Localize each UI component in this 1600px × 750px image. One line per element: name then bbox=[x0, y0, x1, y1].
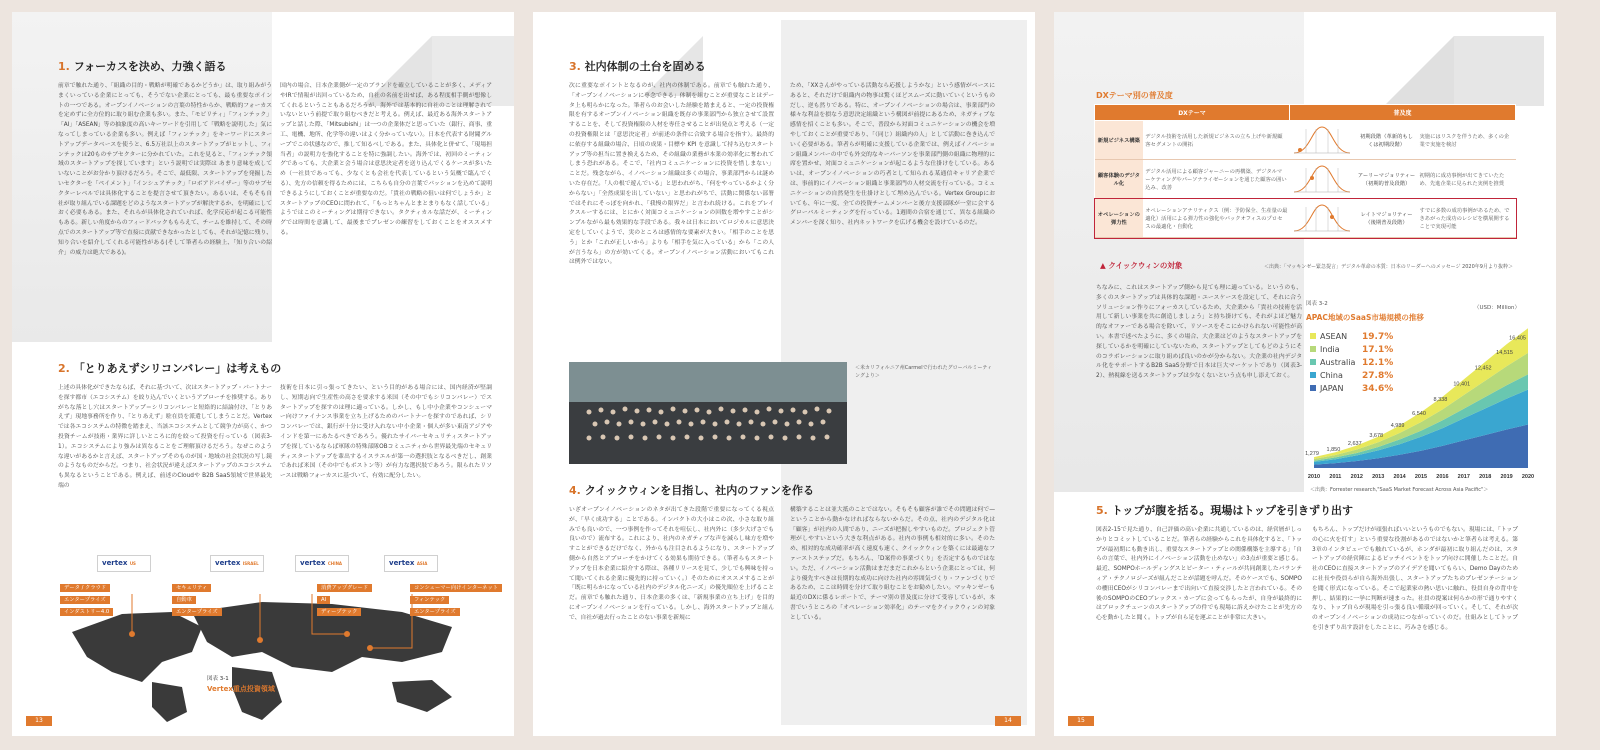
dx-table-title: DXテーマ別の普及度 bbox=[1096, 91, 1173, 100]
figure-label: 図表 3-1 bbox=[207, 676, 229, 682]
decor-triangle bbox=[1384, 36, 1454, 106]
heading-title: トップが腹を括る。現場はトップを引きずり出す bbox=[1111, 504, 1354, 517]
data-label: 6,540 bbox=[1412, 410, 1426, 417]
vertex-logo-asia: vertex ASIA bbox=[384, 555, 438, 572]
legend-share: 17.1% bbox=[1362, 345, 1394, 355]
dx-table bbox=[1094, 104, 1516, 238]
x-tick-label: 2016 bbox=[1436, 474, 1449, 480]
legend-item-japan bbox=[1310, 384, 1393, 397]
group-photo bbox=[569, 362, 847, 464]
x-tick-label: 2013 bbox=[1372, 474, 1385, 480]
body-text: 次に重要なポイントとなるのが、社内の体制である。前章でも触れた通り、「オープンイノベーションに専念できる」体制を組むことが重要なことはデータ上も明らかになった。筆者らのお会いした経験を踏まえると、一定の投資権限を有するオープンイノベーション組織を既存の事業部門から独立させて設置することを、そして投資権限の人材を専任させることが出発点と考える（一定の投資権限とは「意思決定者」が前述の条件に合致する場合を指す）。最終的に依存する組織の場合、日頃の成果・目標や KPI を意識して持ち込むスタートアップ等の担当に置き換えるため、その組織の業務が本業の効率化に奪われてしまう恐れがある。そこで、「社内コミュニケーションに投資を惜しまない」ことだ。残念ながら、イノベーション組織は多くの場合、事業部門からは謎めいた存在だ。「人の根で遊んでいる」と思われがち、「何をやっているかよく分からない」「全然成果を出していない」と思われがちで、活動に関係ない部署ではそれにそっぽを向かれ、「我慢の限界だ」と言われ続ける。これをブレイクスルーするには、とにかく対面コミュニケーションの回数を増やすことがシンプルながら最も効果的な手段である。我々は日本においてロジカルに意思決定をしていくようで、実のところは感情的な要素が大きい。「相手のことを思う」とか「これが正しいから」よりも「相手を気に入っている」から「この人が言うなら」の方が効いてくる。オープンイノベーション活動においてもこれは例外ではない。 bbox=[569, 83, 774, 266]
heading-number: 1. bbox=[58, 60, 70, 73]
x-tick-label: 2015 bbox=[1414, 474, 1428, 480]
dx-stage: レイトマジョリティー（後期普及段階） bbox=[1356, 199, 1418, 238]
x-tick-label: 2020 bbox=[1521, 474, 1535, 480]
heading-title: クイックウィンを目指し、社内のファンを作る bbox=[584, 484, 815, 497]
data-label: 10,401 bbox=[1453, 381, 1471, 388]
photo-caption: ＜米カリフォルニア州Carmelで行われたグローバルミーティングより＞ bbox=[855, 365, 992, 379]
adoption-curve bbox=[1290, 160, 1356, 199]
map-tag: セキュリティ bbox=[172, 584, 211, 592]
heading-title: フォーカスを決め、力強く語る bbox=[73, 60, 227, 73]
body-text: 上述の具体化ができたならば、それに基づいて、次はスタートアップ・パートナーを探す都市（エコシステム）を絞り込んでいくというアプローチを推奨する。ありがちな落とし穴はスタートアップ＝シリコンバレーと短絡的に結論付け、「とりあえず」現地事務所を作り、「とりあえず」駐在員を派遣してしまうことだ。Vertexでは各エコシステムの特徴を踏まえ、当該エコシステムとして競争力が高く、かつ投資チームが技術・業界に詳しいところに的を絞って投資を行っている（図表3-1）。エコシステムにより強みは異なることをご理解頂けるだろう。なぜこのような違いがあるかと言えば、スタートアップそのものが国・地域の社会状況の写し鏡のようなものだからだ。つまり、社会状況が違えばスタートアップのエコシステムも異なるということである。例えば、前述のCloudや B2B SaaS領域で世界最先端の bbox=[58, 385, 272, 489]
data-label: 8,338 bbox=[1433, 397, 1448, 404]
x-tick-label: 2011 bbox=[1329, 474, 1342, 480]
map-tag: 消費アップグレード bbox=[317, 584, 372, 592]
data-label: 4,989 bbox=[1390, 422, 1405, 429]
data-label: 3,678 bbox=[1369, 432, 1384, 439]
dx-stage: アーリーマジョリティー（初期的普及段階） bbox=[1356, 160, 1418, 199]
vertex-logo-china: vertex CHINA bbox=[295, 555, 349, 572]
x-tick-label: 2014 bbox=[1393, 474, 1406, 480]
x-tick-label: 2019 bbox=[1500, 474, 1513, 480]
x-tick-label: 2010 bbox=[1307, 474, 1321, 480]
legend-label: China bbox=[1320, 371, 1343, 380]
dx-col-theme: DXテーマ bbox=[1095, 105, 1290, 121]
adoption-curve bbox=[1290, 199, 1356, 238]
legend-item-india bbox=[1310, 345, 1393, 358]
quickwin-label: ▲ クイックウィンの対象 bbox=[1100, 261, 1183, 270]
legend-label: Australia bbox=[1320, 358, 1356, 367]
dx-source: ＜出典：「マッキンゼー緊急提言」デジタル革命の本質：日本のリーダーへのメッセージ 2020年9月より抜粋＞ bbox=[1264, 264, 1513, 270]
dx-desc: デジタル技術を活用した新規ビジネスの立ち上げや新規顧客セグメントの開拓 bbox=[1143, 121, 1289, 160]
dx-desc: オペレーションアナリティクス（例：予防保全、生産量の最適化）活用による弾力性の強化やバックオフィスのプロセスの最適化・自動化 bbox=[1143, 199, 1289, 238]
page-14 bbox=[533, 12, 1035, 736]
dx-note: 実施にはリスクを伴うため、多くの企業で実施を検討 bbox=[1418, 121, 1516, 160]
chart-unit: （USD：Million） bbox=[1474, 305, 1520, 311]
heading-title: 社内体制の土台を固める bbox=[584, 60, 706, 73]
body-text: 図表2-15で見た通り、自己評価の高い企業に共通しているのは、経営層がしっかりとコミットしていることだ。筆者らの経験からこれを具体化すると、「トップが最初期にも動き出し、重要なスタートアップとの関係構築を主導する」「自らの言葉で、社内外にイノベーション活動を止めない」の3点が重要と感じる。最近、SOMPOホールディングスとピーター・ティールが共同創業したパランティア・テクノロジーズが組んだことが話題を呼んだ。そのケースでも、SOMPOの櫻田CEOがシリコンバレーまで出向いて直接交渉したと言われている。その後のSOMPOのCEOブレックス・カープに会ってもらったが、自身が最終的にはブロックチェーンのスタートアップの件でも現場に訴えかけたことが先方の心を動かしたと聞く。トップが自ら足を運ぶことが非常に大きい。 bbox=[1096, 527, 1302, 622]
legend-label: India bbox=[1320, 345, 1340, 354]
legend-item-australia bbox=[1310, 358, 1393, 371]
map-tag: インダストリー4.0 bbox=[60, 608, 113, 616]
map-tag: フィンテック bbox=[410, 596, 449, 604]
x-tick-label: 2017 bbox=[1457, 474, 1470, 480]
chart-legend bbox=[1310, 332, 1393, 397]
legend-share: 27.8% bbox=[1362, 371, 1394, 381]
page-number: 14 bbox=[995, 716, 1021, 726]
table-row-highlight bbox=[1095, 199, 1516, 238]
heading-title: 「とりあえずシリコンバレー」は考えもの bbox=[73, 362, 282, 375]
heading-number: 5. bbox=[1096, 504, 1108, 517]
legend-label: JAPAN bbox=[1320, 384, 1344, 393]
map-tag: エンタープライズ bbox=[410, 608, 460, 616]
body-text: 国内の場合、日本企業側が一定のブランドを確立していることが多く、メディアやIRで情報が出回っているため、自社の名前を出せば、ある程度相手側が想像してくれるということもあるだろうが、海外では基本的に自社のことは理解されていないという前提で取り組むべきだと考える。例えば、最近ある海外スタートアップと話した際、「Mitsubishi」は一つの企業体だと思っていた（銀行、商事、重工、電機、地所、化学等の違いはよく分かっていない）。日本を代表する財閥グループでこの状態なので、推して知るべしである。また、具体化と併せて、「現場担当者」の説明力を強化することを特に強調したい。海外では、初回のミーティングであっても、大企業と会う場合は意思決定者を送り込んでくるケースが多いため（一社員であっても、少なくとも会社を代表しているという気概で臨んでくる）、先方の信頼を得るためには、こちらも自分の言葉でパッションを込めて説明できるようにしておくことが重要なのだ。「貴社の戦略の狙いは何でしょうか」とスタートアップのCEOに問われて、「もっとちゃんとまとまりもなく話している」ようではこのミーティングは期待できない。タクティカルな話だが、ミーティングでは時間を意識して、最後までプレゼンの練習をしておくことをオススメする。 bbox=[280, 83, 492, 236]
heading-1 bbox=[58, 58, 226, 74]
body-text: もちろん、トップだけが頑張ればいいというものでもない。現場には、「トップの心に火を灯す」という重要な役割があるのではないかと筆者らは考える。第3章のインタビューでも触れているが、ホンダが最初に取り組んだのは、スタートアップの経営陣によるピッチイベントをトップ向けに開催したことだ。自社のCEOに直接スタートアップのアイデアを聞いてもらい、Demo Dayのために社長や役員らが自ら海外出張し、スタートアップたちのプレゼンテーションを聞く形式になっている。そこで起業家の熱い思いに触れ、役員自身の背中を押し、結果的に一挙に判断が速まった。社員の提案は何らかの形で通りやすくなり、トップ自らが現場を引っ張る良い循環が回っていく。そして、それが次のオープンイノベーションの成功につながっていくのだ。仕組みとしてトップを引きずり出す設計をしたことに、巧みさを感じる。 bbox=[1312, 527, 1518, 631]
dx-theme: 新規ビジネス構築 bbox=[1095, 121, 1144, 160]
data-label: 1,279 bbox=[1305, 451, 1319, 458]
data-label: 2,637 bbox=[1347, 440, 1362, 447]
map-tag: ディープテック bbox=[317, 608, 361, 616]
body-text: 構築することは並大抵のことではない。そもそも顧客が誰でその問題は何で—ということから動かなければならないからだ。その点、社内のデジタル化は「顧客」が社内の人間であり、ニーズが把握しやすいものだ。プロジェクト管理がしやすいという大きな利点がある。社内の事例も相対的に多い。そのため、相対的な成功確率が高く速度も速く、クイックウィンを築くには最適なファーストステップだ。もちろん、「D案件の事業づくり」を否定するものではない。ただ、イノベーション活動はまだまだこれからという企業にとっては、何より優先すべきは長期的な成功に向けた社内の雰囲気づくり・ファンづくりであるため、ここは時間を分けて取り組むことをお勧めしたい。マッキンゼーも最近のDXに係るレポートで、テーマ別の普及度に分けて受容しているが、本書でいうところの「オペレーション効率化」のテーマをクイックウィンの対象としている。 bbox=[790, 507, 995, 621]
chart-figure-label: 図表 3-2 bbox=[1306, 301, 1328, 307]
heading-3 bbox=[569, 58, 706, 74]
body-text: ため、「XXさんがやっている活動なら応援しようかな」という感情がベースにあると、それだけで組織内の物事は驚くほどスムーズに動いていくというものだし、逆も然りである。特に、オープンイノベーションの場合は、事業部門の様々な利益を損なう意思決定組織という構図が前提にあるため、ネガティブな感情を招くことも多い。そこで、普段から対面コミュニケーションの機会を増やしておくことが重要であり、「（同じ）組織内の人」として活動に巻き込んでいく必要がある。筆者らが明確に支援している企業では、例えばイノベーション組織メンバーの中でも外交的なキーパーソンを事業部門側の組織に物理的に席を置かせ、対面コミュニケーションが起こるような仕掛けをしている。あるいは、オープンイノベーションの巧者として知られる某通信キャリア企業では、事前的にイノベーション組織と事業部門の人材交流を行っている。コミュニケーションの自然発生を仕掛けとして埋め込んでいる。Vertex Groupにおいても、年に一度、全ての投資チームメンバーと後方支援部隊が一堂に会するグローバルミーティングを行っている。1週間の合宿を通じて、異なる組織のメンバーを深く知り、社内ネットワークを広げる機会を設けているのだ。 bbox=[790, 83, 995, 227]
legend-swatch bbox=[1310, 385, 1316, 391]
vertex-logo-us: vertex US bbox=[97, 555, 151, 572]
body-text: 技術を日本に引っ張ってきたい、という目的がある場合には、国内経済が堅調し、短期志向で生産性の高さを要求する米国（その中でもシリコンバレー）でスタートアップを探すのは理に適っている。しかし、もし中小企業やコンシューマー向けファイナンス事業を立ち上げるためのパートナーを探すのであれば、シリコンバレーでは、銀行が十分に受け入れない中小企業・個人が多い東南アジアやインドを第一にあたるべきであろう。優れたサイバーセキュリティスタートアップを探しているならば軍隊の特殊部隊OBコミュニティから世界最先端のセキュリティスタートアップを輩出するイスラエルが第一の選択肢となるべきだし、創業であれば米国（その中でもボストン等）が有力な選択肢であろう。限られたリソースは戦略フォーカスに基づいて、有効に配分したい。 bbox=[280, 385, 492, 480]
vertex-logo-israel: vertex ISRAEL bbox=[210, 555, 264, 572]
legend-share: 19.7% bbox=[1362, 332, 1394, 342]
legend-swatch bbox=[1310, 372, 1316, 378]
legend-item-asean bbox=[1310, 332, 1393, 345]
dx-desc: デジタル活用による顧客ジャーニーの再構築、デジタルマーケティングやパーソナライゼーションを通じた顧客の囲い込み、改善 bbox=[1143, 160, 1289, 199]
map-tag: 自動車 bbox=[172, 596, 196, 604]
heading-number: 2. bbox=[58, 362, 70, 375]
map-tag: コンシューマー向けインターネット bbox=[410, 584, 502, 592]
body-text: ちなみに、これはスタートアップ側から見ても理に適っている。というのも、多くのスタートアップは具体的な課題・ユースケースを設定して、それに合うソリューション作りにフォーカスしているため、大企業から「貴社の技術を活用して新しい事業を共に創造しましょう」と持ち掛けても、それがよほど魅力的なオファーである場合を除いて、リソースをそこにかけられない可能性が高い。本書で述べたように、多くの場合、大企業はどのようなスタートアップを探しているかを明確にしていないため、スタートアップとしてもどのようにそのコラボレーションに取り組めば良いのかが分からない。大企業の社内デジタル化をサポートするB2B SaaS分野で日本は巨大マーケットであり（図表3-2）、熱視線を送るスタートアップは少なくないという点も申し添えておく。 bbox=[1096, 285, 1302, 380]
dx-note: すでに多数の成功事例があるため、できあがった成功のレシピを横展開することで実現可能 bbox=[1418, 199, 1516, 238]
legend-share: 12.1% bbox=[1362, 358, 1394, 368]
x-tick-label: 2018 bbox=[1479, 474, 1492, 480]
world-map bbox=[32, 572, 502, 722]
body-text: いざオープンイノベーションのネタが出てきた段階で重要になってくる視点が、「早く成功する」ことである。インパクトの大小はこの次、小さな取り組みでも良いので、一つ事例を作ってそれを喧伝し、社内外に（多少大げさでも良いので）流布する。これにより、社内のネガティブな声を減らし味方を増やすことができるだけでなく、外からも注目されるようになり、スタートアップ側から自然とアプローチをかけてくる効果も期待できる。（筆者らもスタートアップを日本企業に紹介する際は、各種リリースを見て、少しでも興味を持って聞いてくれる企業に優先的に持っていく。）そのためにオススメすることが「既に明らかになっている社内のデジタル化ニーズ」の優先順位を上げることだ。前章でも触れた通り、日本企業の多くは、「新規事業の立ち上げ」を目的にオープンイノベーションを行っている。しかし、海外スタートアップと組んで、自社が過去行ったことのない事業を新規に bbox=[569, 507, 774, 621]
data-label: 16,405 bbox=[1509, 335, 1526, 342]
page-number: 13 bbox=[26, 716, 52, 726]
dx-col-penetration: 普及度 bbox=[1290, 105, 1516, 121]
legend-share: 34.6% bbox=[1362, 384, 1394, 394]
figure-title: Vertex重点投資領域 bbox=[207, 685, 275, 693]
map-tag: エンタープライズ bbox=[172, 608, 222, 616]
map-tag: データ / クラウド bbox=[60, 584, 110, 592]
body-text: 前章で触れた通り、「組織の目的・戦略が明確であるかどうか」は、取り組みがうまくいっている企業にとっても、そうでない企業にとっても、最も重要なポイントの一つである。オープンイノベーションの言葉の特性からか、戦略的フォーカスを定めずに全方位的に取り組む企業も多い。また、「モビリティ」「フィンテック」「AI」「ASEAN」等の抽象度の高いキーワードを引用して「戦略を説明した」気になってしまっている企業も多い。例えば「フィンテック」をキーワードにスタートアップデータベースを使うと、6.5万社以上のスタートアップがヒットし、フィンテックは20ものサブセクターに分かれていた。これを見ると、「フィンテック領域のスタートアップを探しています」という説明では実際は あまり意味を成していないことがお分かり頂けるだろう。そこで、最低限、スタートアップを発掘したいセクターを「ペイメント」「インシュアテック」「ロボアドバイザー」等のサブセクターレベルでは具体化することを提言させて頂きたい。あるいは、そもそも自社が取り組んでいる課題をどのようなスタートアップが解決するか、を明確にしておく必要もある。また、それらが具体化されていれば、化学反応が起こる可能性もある。新しい角度からのフィードバックももらえて、チームを維持して、その時点でのスタートアップ等で直接に貢献できなかったとしても、それが記憶に残り、知り合いを紹介してくれる可能性がある(そして筆者らの経験上、「知り合いの紹介」の威力は絶大である)。 bbox=[58, 83, 272, 256]
data-label: 12,452 bbox=[1474, 365, 1492, 372]
x-tick-label: 2012 bbox=[1350, 474, 1363, 480]
page-number: 15 bbox=[1068, 716, 1094, 726]
dx-stage: 初期段階（革新的もしくは初期段階） bbox=[1356, 121, 1418, 160]
chart-title: APAC地域のSaaS市場規模の推移 bbox=[1306, 313, 1424, 322]
dx-theme: オペレーションの弾力性 bbox=[1095, 199, 1144, 238]
data-label: 14,515 bbox=[1496, 349, 1514, 356]
legend-label: ASEAN bbox=[1320, 332, 1348, 341]
map-tag: エンタープライズ bbox=[60, 596, 110, 604]
data-label: 1,850 bbox=[1326, 446, 1341, 453]
legend-item-china bbox=[1310, 371, 1393, 384]
legend-swatch bbox=[1310, 346, 1316, 352]
decor-block bbox=[1454, 36, 1544, 106]
heading-number: 3. bbox=[569, 60, 581, 73]
dx-note: 初期的に成功事例が出てきていたため、先進企業に見られた実例を推奨 bbox=[1418, 160, 1516, 199]
chart-source: ＜出典：Forrester research,"SaaS Market Forecast Across Asia Pacific"＞ bbox=[1310, 487, 1489, 493]
heading-number: 4. bbox=[569, 484, 581, 497]
adoption-curve bbox=[1290, 121, 1356, 160]
legend-swatch bbox=[1310, 359, 1316, 365]
page-15 bbox=[1054, 12, 1556, 736]
heading-2 bbox=[58, 360, 281, 376]
page-13 bbox=[12, 12, 514, 736]
table-row bbox=[1095, 121, 1516, 160]
map-tag: AI bbox=[317, 596, 330, 604]
heading-4 bbox=[569, 482, 814, 498]
heading-5 bbox=[1096, 502, 1353, 518]
dx-theme: 顧客体験のデジタル化 bbox=[1095, 160, 1144, 199]
table-row bbox=[1095, 160, 1516, 199]
legend-swatch bbox=[1310, 333, 1316, 339]
